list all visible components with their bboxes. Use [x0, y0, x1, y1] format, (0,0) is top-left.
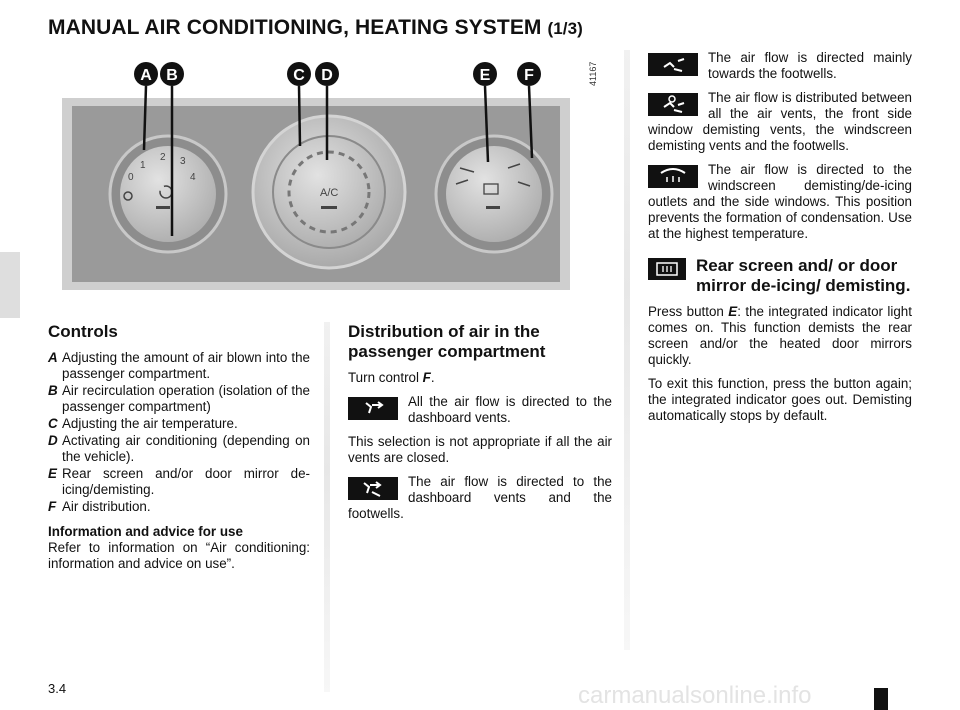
chapter-tab: [0, 252, 20, 318]
callout-b: B: [166, 67, 178, 84]
info-heading: Information and advice for use: [48, 524, 243, 539]
watermark: carmanualsonline.info: [578, 682, 812, 709]
page-title: [48, 16, 583, 40]
page-corner-mark: [874, 688, 888, 710]
footwell-entry: The air flow is directed mainly towards the footwells.: [648, 50, 912, 82]
dashboard-footwell-vents-icon: [348, 477, 398, 500]
control-item-d: D Activating air conditioning (depending on the vehicle).: [48, 433, 310, 464]
callout-a: A: [140, 67, 152, 84]
controls-heading: Controls: [48, 322, 118, 341]
page-title-text: MANUAL AIR CONDITIONING, HEATING SYSTEM: [48, 16, 542, 39]
control-item-e: E Rear screen and/or door mirror de-icing/demisting.: [48, 466, 310, 497]
control-item-b: B Air recirculation operation (isolation of the passenger compartment): [48, 383, 310, 414]
control-item-a: A Adjusting the amount of air blown into the passenger compartment.: [48, 350, 310, 381]
control-panel-figure: [48, 56, 614, 296]
press-button-text: Press button E: the integrated indicator light comes on. This function demists the rear screen and/or the heated door mirrors quickly.: [648, 304, 912, 367]
all-vents-entry: The air flow is distributed between all the air vents, the front side window demisting vents, the windscreen demisting vents and the footwells.: [648, 90, 912, 153]
right-column: [648, 50, 912, 432]
page-title-part: (1/3): [547, 19, 583, 38]
page-number: 3.4: [48, 681, 67, 696]
control-item-f: F Air distribution.: [48, 499, 151, 514]
fan-speed-label: 3: [180, 156, 186, 167]
not-appropriate-text: This selection is not appropriate if all the air vents are closed.: [348, 434, 612, 465]
column-divider: [324, 322, 330, 692]
fan-speed-label: 4: [190, 172, 196, 183]
exit-function-text: To exit this function, press the button again; the integrated indicator goes out. Demisting automatically stops by default.: [648, 376, 912, 423]
figure-reference: 41167: [588, 61, 598, 86]
windscreen-entry: The air flow is directed to the windscreen demisting/de-icing outlets and the side windows. This position prevents the formation of condensation. Use at the highest temperature.: [648, 162, 912, 241]
turn-control-text: Turn control F.: [348, 370, 435, 385]
all-vents-icon: [648, 93, 698, 116]
rear-screen-heading: Rear screen and/ or door mirror de-icing/ demisting.: [648, 256, 912, 296]
fan-speed-label: 2: [160, 152, 166, 163]
fan-speed-label: 1: [140, 160, 146, 171]
column-divider: [624, 50, 630, 650]
control-item-c: C Adjusting the air temperature.: [48, 416, 238, 431]
windscreen-demist-icon: [648, 165, 698, 188]
fan-knob: [120, 146, 216, 242]
ac-indicator: [321, 206, 337, 209]
controls-column: [48, 322, 310, 580]
callout-d: D: [321, 67, 333, 84]
distribution-heading: Distribution of air in the passenger compartment: [348, 322, 546, 361]
callout-f: F: [524, 67, 534, 84]
info-text: Refer to information on “Air conditioning: information and advice on use”.: [48, 540, 310, 571]
rear-demist-indicator: [486, 206, 500, 209]
dashboard-vents-icon: [348, 397, 398, 420]
footwell-icon: [648, 53, 698, 76]
callout-e: E: [479, 67, 491, 84]
rear-screen-heater-icon: [648, 258, 686, 280]
dashboard-vents-entry: All the air flow is directed to the dashboard vents.: [348, 394, 612, 426]
ac-button-label: A/C: [320, 187, 339, 199]
callout-c: C: [293, 67, 305, 84]
dashboard-footwell-entry: The air flow is directed to the dashboard vents and the footwells.: [348, 474, 612, 521]
fan-speed-label: 0: [128, 172, 134, 183]
distribution-column: [348, 322, 612, 530]
